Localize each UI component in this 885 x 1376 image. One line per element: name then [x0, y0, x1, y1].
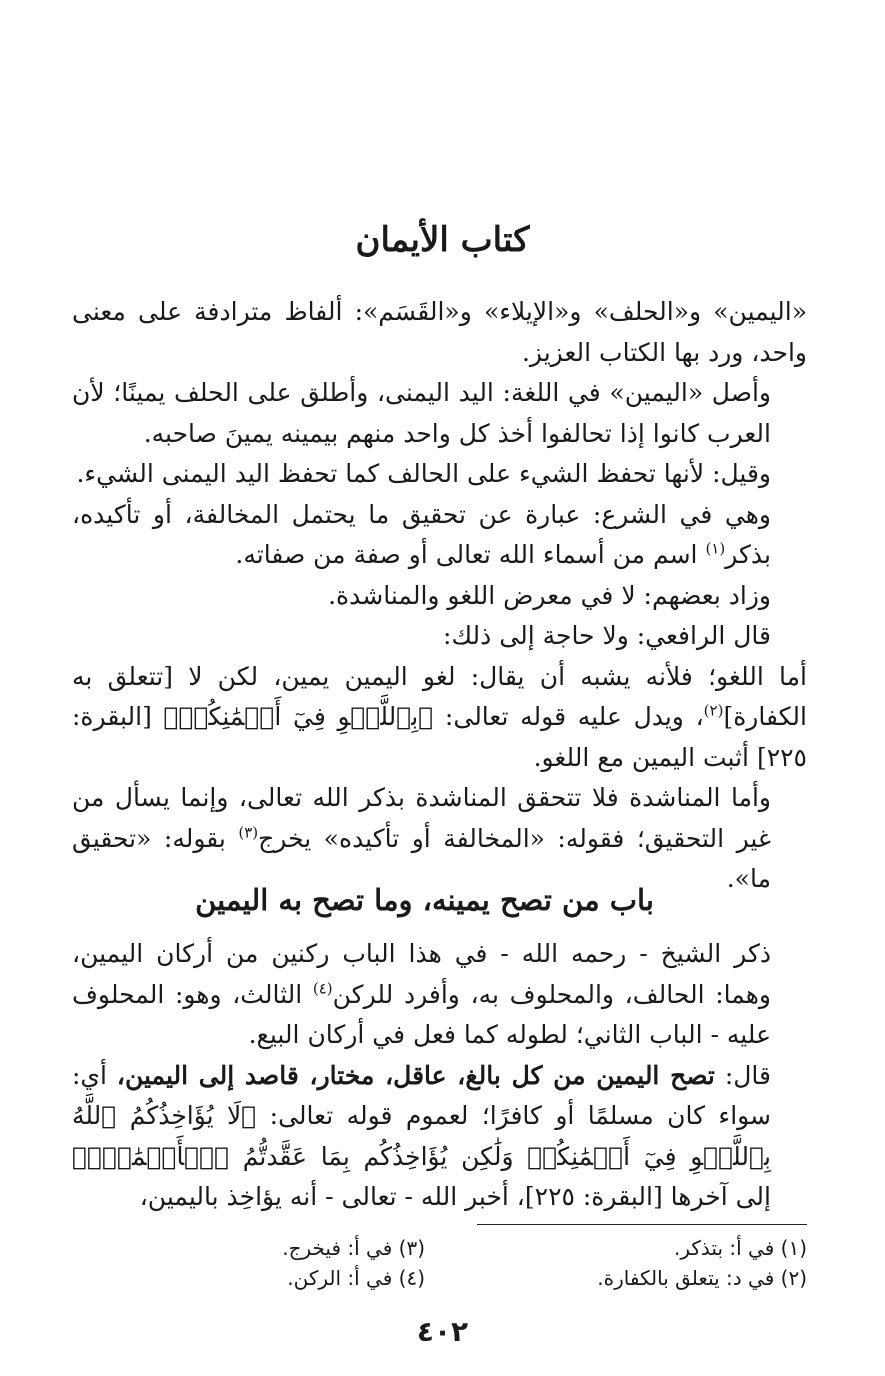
footnote-2: (٢) في د: يتعلق بالكفارة.	[597, 1266, 807, 1290]
intro-p5-text: وزاد بعضهم: لا في معرض اللغو والمناشدة.	[328, 580, 771, 610]
section-text-block	[72, 934, 807, 1218]
footnotes-column-right	[477, 1233, 807, 1293]
intro-p7-text-b: ، ويدل عليه قوله تعالى: ﴿بِٱللَّغۡوِ فِيٓ أَيۡمَٰنِكُمۡ﴾ [البقرة: ٢٢٥] أثبت اليمين مع اللغو.	[72, 702, 807, 772]
intro-p8-text-a: وأما المناشدة فلا تتحقق المناشدة بذكر الله تعالى، وإنما يسأل من غير التحقيق؛ فقوله: «المخالفة أو تأكيده» يخرج	[72, 783, 771, 853]
chapter-title: كتاب الأيمان	[355, 220, 530, 260]
footnotes-column-left	[175, 1233, 425, 1293]
intro-paragraph-5	[72, 576, 807, 617]
intro-text-block	[72, 292, 807, 900]
intro-paragraph-4	[72, 495, 807, 576]
section-p1-text-a: ذكر الشيخ - رحمه الله - في هذا الباب ركنين من أركان اليمين، وهما: الحالف، والمحلوف به، وأفرد للركن	[72, 939, 771, 1009]
footnote-1: (١) في أ: بتذكر.	[674, 1236, 807, 1260]
intro-p4-text-a: وهي في الشرع: عبارة عن تحقيق ما يحتمل المخالفة، أو تأكيده، بذكر	[72, 499, 771, 569]
section-paragraph-2	[72, 1056, 807, 1218]
intro-p6-text: قال الرافعي: ولا حاجة إلى ذلك:	[443, 621, 771, 650]
intro-p1-text: «اليمين» و«الحلف» و«الإيلاء» و«القَسَم»: ألفاظ مترادفة على معنى واحد، ورد بها الكتاب العزيز.	[72, 297, 807, 367]
page-number: ٤٠٢	[416, 1315, 469, 1348]
intro-paragraph-7	[72, 657, 807, 779]
section-p2-text-a: قال:	[714, 1060, 771, 1090]
section-p2-bold-text: تصح اليمين من كل بالغ، عاقل، مختار، قاصد إلى اليمين،	[116, 1060, 715, 1090]
footnote-ref-2[interactable]: (٢)	[703, 701, 724, 720]
footnote-3: (٣) في أ: فيخرج.	[282, 1236, 425, 1260]
footnote-ref-3[interactable]: (٣)	[238, 823, 259, 842]
section-heading: باب من تصح يمينه، وما تصح به اليمين	[195, 883, 654, 917]
intro-paragraph-6	[72, 616, 807, 657]
footnote-4: (٤) في أ: الركن.	[287, 1266, 425, 1290]
intro-p2-text: وأصل «اليمين» في اللغة: اليد اليمنى، وأطلق على الحلف يمينًا؛ لأن العرب كانوا إذا تحالفوا أخذ كل واحد منهم بيمينه يمينَ صاحبه.	[72, 378, 771, 448]
intro-p4-text-b: اسم من أسماء الله تعالى أو صفة من صفاته.	[235, 540, 706, 569]
footnote-divider	[477, 1224, 807, 1225]
footnote-ref-4[interactable]: (٤)	[312, 979, 333, 998]
footnote-ref-1[interactable]: (١)	[705, 539, 726, 558]
section-p1-text-b: الثالث، وهو: المحلوف عليه - الباب الثاني؛ لطوله كما فعل في أركان البيع.	[72, 979, 771, 1049]
section-p2-text-b: أي: سواء كان مسلمًا أو كافرًا؛ لعموم قوله تعالى: ﴿لَا يُؤَاخِذُكُمُ ٱللَّهُ بِٱللَّغۡوِ فِيٓ أَيۡمَٰنِكُمۡ وَلَٰكِن يُؤَاخِذُكُم بِمَا عَقَّدتُّمُ ٱلۡأَيۡمَٰنَۖ﴾ إلى آخرها [البقرة: ٢٢٥]، أخبر الله - تعالى - أنه يؤاخِذ باليمين،	[72, 1060, 771, 1211]
intro-p7-text-a: أما اللغو؛ فلأنه يشبه أن يقال: لغو اليمين يمين، لكن لا [تتعلق به الكفارة]	[72, 661, 807, 731]
intro-p8-text-b: بقوله: «تحقيق ما».	[72, 823, 771, 893]
intro-paragraph-1	[72, 292, 807, 373]
intro-paragraph-2	[72, 373, 807, 454]
intro-paragraph-3	[72, 454, 807, 495]
intro-p3-text: وقيل: لأنها تحفظ الشيء على الحالف كما تحفظ اليد اليمنى الشيء.	[76, 459, 771, 488]
section-paragraph-1	[72, 934, 807, 1056]
